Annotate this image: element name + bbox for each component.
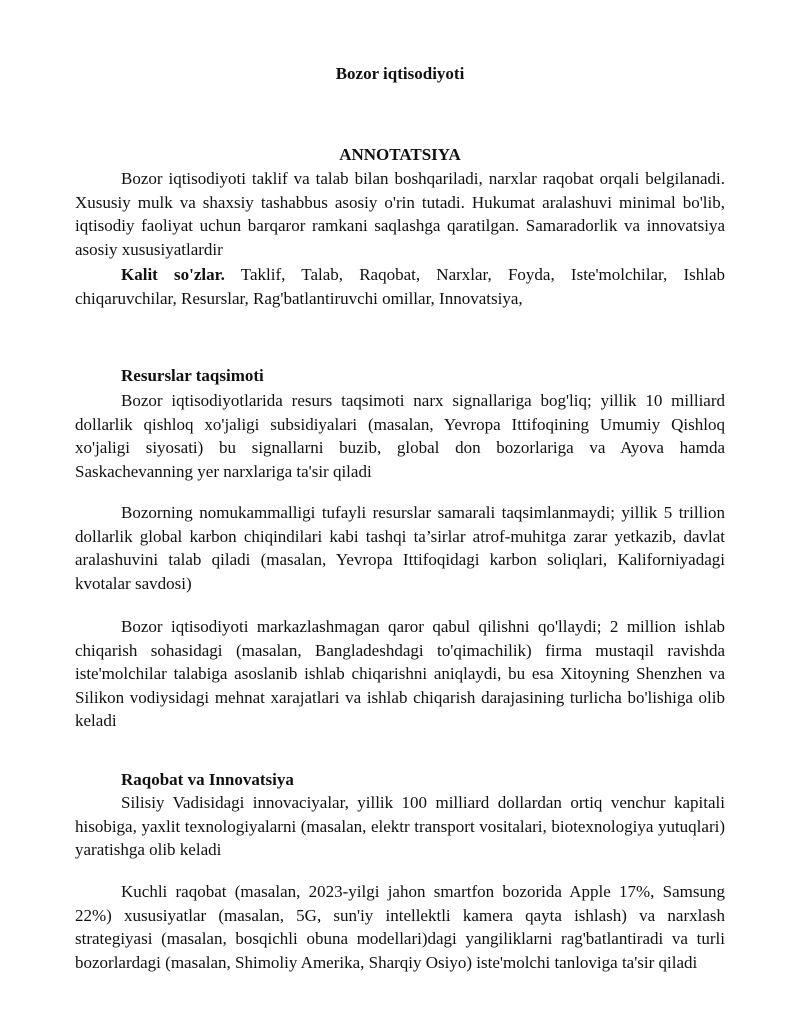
section-paragraph — [75, 389, 725, 483]
keywords-paragraph — [75, 263, 725, 310]
section-heading-resources: Resurslar taqsimoti — [121, 366, 264, 385]
section-paragraph — [75, 880, 725, 974]
paragraph-text: Kuchli raqobat (masalan, 2023-yilgi jahon smartfon bozorida Apple 17%, Samsung 22%) xususiyatlar (masalan, 5G, sun'iy intellektli kamera qayta ishlash) va narxlash strategiyasi (masalan, bosqichli obuna modellari)dagi yangiliklarni rag'batlantiradi va turli bozorlardagi (masalan, Shimoliy Amerika, Sharqiy Osiyo) iste'molchi tanloviga ta'sir qiladi — [75, 882, 725, 972]
keywords-text: Taklif, Talab, Raqobat, Narxlar, Foyda, Iste'molchilar, Ishlab chiqaruvchilar, Resurslar, Rag'batlantiruvchi omillar, Innovatsiya, — [75, 265, 725, 308]
annotation-heading: ANNOTATSIYA — [339, 145, 461, 164]
paragraph-text: Bozor iqtisodiyotlarida resurs taqsimoti narx signallariga bog'liq; yillik 10 milliard dollarlik qishloq xo'jaligi subsidiyalari (masalan, Yevropa Ittifoqining Umumiy Qishloq xo'jaligi siyosati) bu signallarni buzib, global don bozorlariga va Ayova hamda Saskachevanning yer narxlariga ta'sir qiladi — [75, 391, 725, 481]
annotation-paragraph: Bozor iqtisodiyoti taklif va talab bilan boshqariladi, narxlar raqobat orqali belgilanadi. Xususiy mulk va shaxsiy tashabbus asosiy o'rin tutadi. Hukumat aralashuvi minimal bo'lib, iqtisodiy faoliyat uchun barqaror ramkani saqlashga qaratilgan. Samaradorlik va innovatsiya asosiy xususiyatlardir — [75, 169, 725, 259]
paragraph-text: Bozorning nomukammalligi tufayli resurslar samarali taqsimlanmaydi; yillik 5 trillion dollarlik global karbon chiqindilari kabi tashqi ta’sirlar atrof-muhitga zarar yetkazib, davlat aralashuvini talab qiladi (masalan, Yevropa Ittifoqidagi karbon soliqlari, Kaliforniyadagi kvotalar savdosi) — [75, 503, 725, 593]
section-paragraph — [75, 791, 725, 862]
document-title: Bozor iqtisodiyoti — [335, 64, 465, 83]
section-paragraph — [75, 501, 725, 595]
keywords-label: Kalit so'zlar. — [121, 265, 225, 284]
annotation-block — [75, 167, 725, 261]
keywords-block — [75, 263, 725, 310]
section-paragraph — [75, 615, 725, 733]
paragraph-text: Bozor iqtisodiyoti markazlashmagan qaror qabul qilishni qo'llaydi; 2 million ishlab chiqarish sohasidagi (masalan, Bangladeshdagi to'qimachilik) firma mustaqil ravishda iste'molchilar talabiga asoslanib ishlab chiqarishni aniqlaydi, bu esa Xitoyning Shenzhen va Silikon vodiysidagi mehnat xarajatlari va ishlab chiqarish darajasining turlicha bo'lishiga olib keladi — [75, 617, 725, 731]
paragraph-text: Silisiy Vadisidagi innovaciyalar, yillik 100 milliard dollardan ortiq venchur kapitali hisobiga, yaxlit texnologiyalarni (masalan, elektr transport vositalari, biotexnologiya yutuqlari) yaratishga olib keladi — [75, 793, 725, 860]
section-heading-competition: Raqobat va Innovatsiya — [121, 770, 294, 789]
